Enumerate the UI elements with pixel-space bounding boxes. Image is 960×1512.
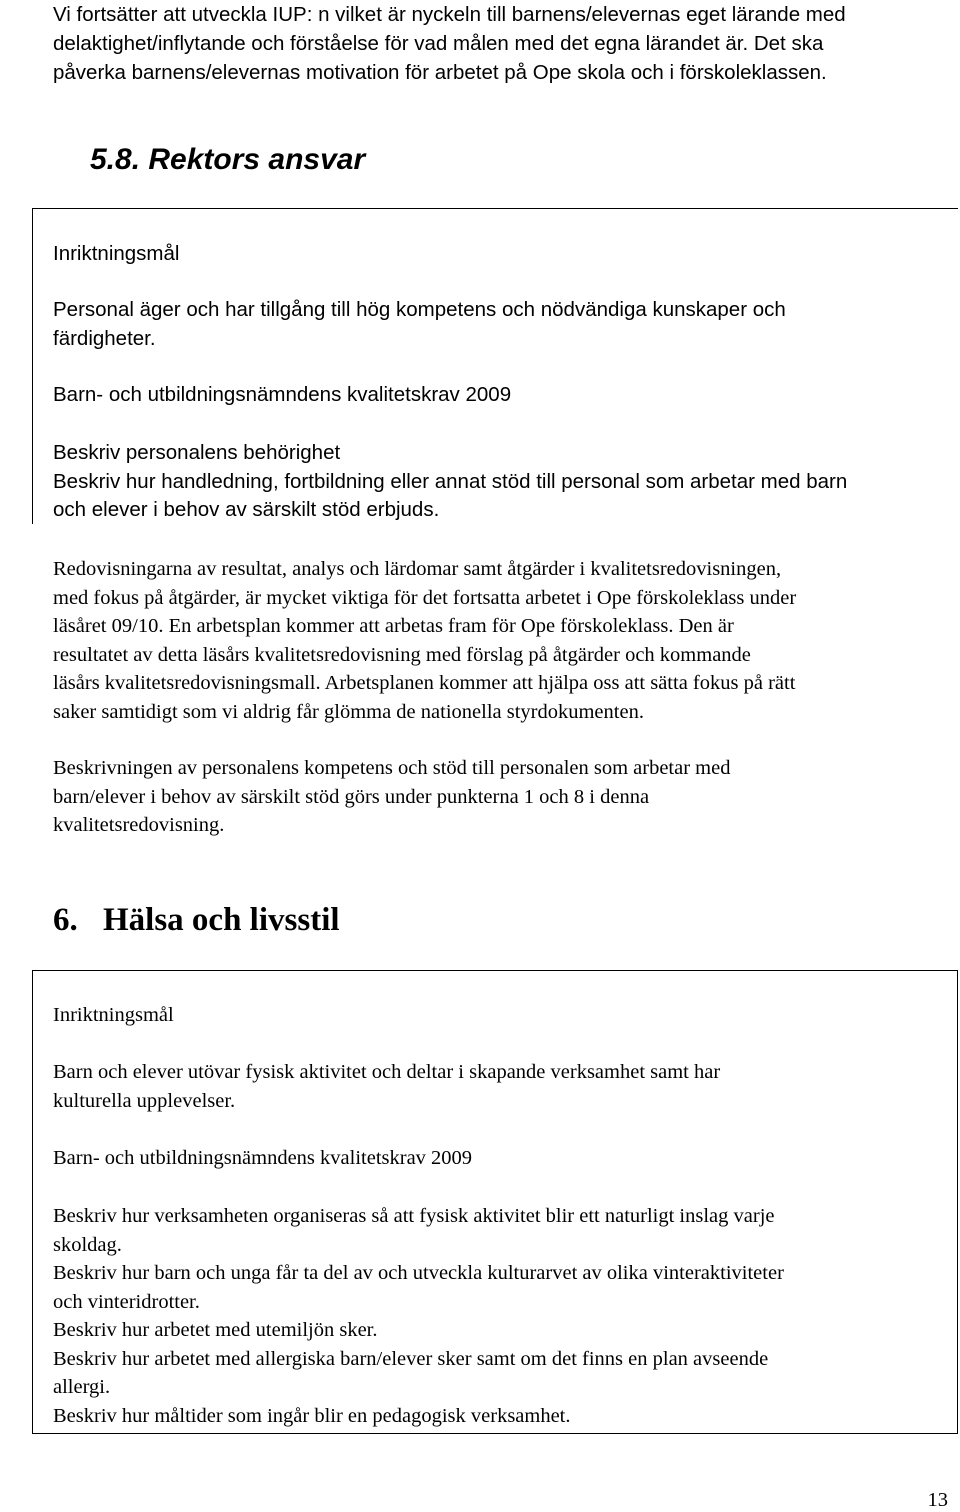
- goal-line: färdigheter.: [53, 326, 156, 350]
- paragraph-line: läsårs kvalitetsredovisningsmall. Arbetsplanen kommer att hjälpa oss att sätta fokus på rätt: [53, 672, 796, 694]
- paragraph-line: resultatet av detta läsårs kvalitetsredovisning med förslag på åtgärder och kommande: [53, 643, 751, 666]
- paragraph-line: Beskrivningen av personalens kompetens och stöd till personalen som arbetar med: [53, 757, 731, 779]
- requirement-line: Beskriv hur verksamheten organiseras så att fysisk aktivitet blir ett naturligt inslag varje: [53, 1205, 775, 1227]
- requirements-label: Barn- och utbildningsnämndens kvalitetskrav 2009: [53, 383, 512, 406]
- paragraph-line: saker samtidigt som vi aldrig får glömma de nationella styrdokumenten.: [53, 700, 644, 723]
- requirement-line: Beskriv hur måltider som ingår blir en pedagogisk verksamhet.: [53, 1404, 571, 1427]
- requirement-line: och elever i behov av särskilt stöd erbjuds.: [53, 498, 440, 521]
- body-paragraph: [53, 555, 796, 726]
- page-number: 13: [927, 1489, 948, 1511]
- intro-paragraph: [53, 0, 953, 87]
- section-heading-5-8: 5.8. Rektors ansvar: [90, 143, 366, 176]
- paragraph-line: barn/elever i behov av särskilt stöd görs under punkterna 1 och 8 i denna: [53, 785, 650, 808]
- goal-label: Inriktningsmål: [53, 242, 180, 265]
- requirements-text: [53, 1202, 784, 1430]
- paragraph-line: läsåret 09/10. En arbetsplan kommer att arbetas fram för Ope förskoleklass. Den är: [53, 615, 734, 637]
- section-number: 6.: [53, 902, 78, 938]
- goal-text: [53, 1058, 720, 1115]
- goal-line: kulturella upplevelser.: [53, 1089, 236, 1112]
- paragraph-line: med fokus på åtgärder, är mycket viktiga för det fortsatta arbetet i Ope förskoleklass under: [53, 586, 797, 609]
- requirement-line: och vinteridrotter.: [53, 1290, 200, 1313]
- requirements-label: Barn- och utbildningsnämndens kvalitetskrav 2009: [53, 1147, 473, 1169]
- requirement-line: skoldag.: [53, 1233, 122, 1256]
- section-heading-6: [53, 898, 340, 942]
- section-title: Hälsa och livsstil: [103, 902, 340, 938]
- requirement-line: Beskriv personalens behörighet: [53, 441, 341, 464]
- intro-line: påverka barnens/elevernas motivation för arbetet på Ope skola och i förskoleklassen.: [53, 61, 827, 84]
- requirement-line: Beskriv hur barn och unga får ta del av och utveckla kulturarvet av olika vinteraktiviteter: [53, 1262, 784, 1284]
- intro-line: Vi fortsätter att utveckla IUP: n vilket är nyckeln till barnens/elevernas eget lärande med: [53, 3, 846, 26]
- goal-label: Inriktningsmål: [53, 1004, 174, 1026]
- requirement-line: Beskriv hur handledning, fortbildning eller annat stöd till personal som arbetar med barn: [53, 469, 848, 493]
- requirement-line: Beskriv hur arbetet med allergiska barn/elever sker samt om det finns en plan avseende: [53, 1347, 769, 1370]
- paragraph-line: kvalitetsredovisning.: [53, 814, 225, 836]
- paragraph-line: Redovisningarna av resultat, analys och lärdomar samt åtgärder i kvalitetsredovisningen,: [53, 558, 782, 580]
- requirement-line: allergi.: [53, 1376, 111, 1398]
- intro-line: delaktighet/inflytande och förståelse för vad målen med det egna lärandet är. Det ska: [53, 32, 824, 55]
- requirement-line: Beskriv hur arbetet med utemiljön sker.: [53, 1319, 378, 1341]
- goal-text: [53, 296, 786, 353]
- goal-line: Barn och elever utövar fysisk aktivitet och deltar i skapande verksamhet samt har: [53, 1061, 721, 1083]
- requirements-text: [53, 439, 847, 525]
- body-paragraph: [53, 754, 730, 840]
- goal-line: Personal äger och har tillgång till hög kompetens och nödvändiga kunskaper och: [53, 298, 786, 321]
